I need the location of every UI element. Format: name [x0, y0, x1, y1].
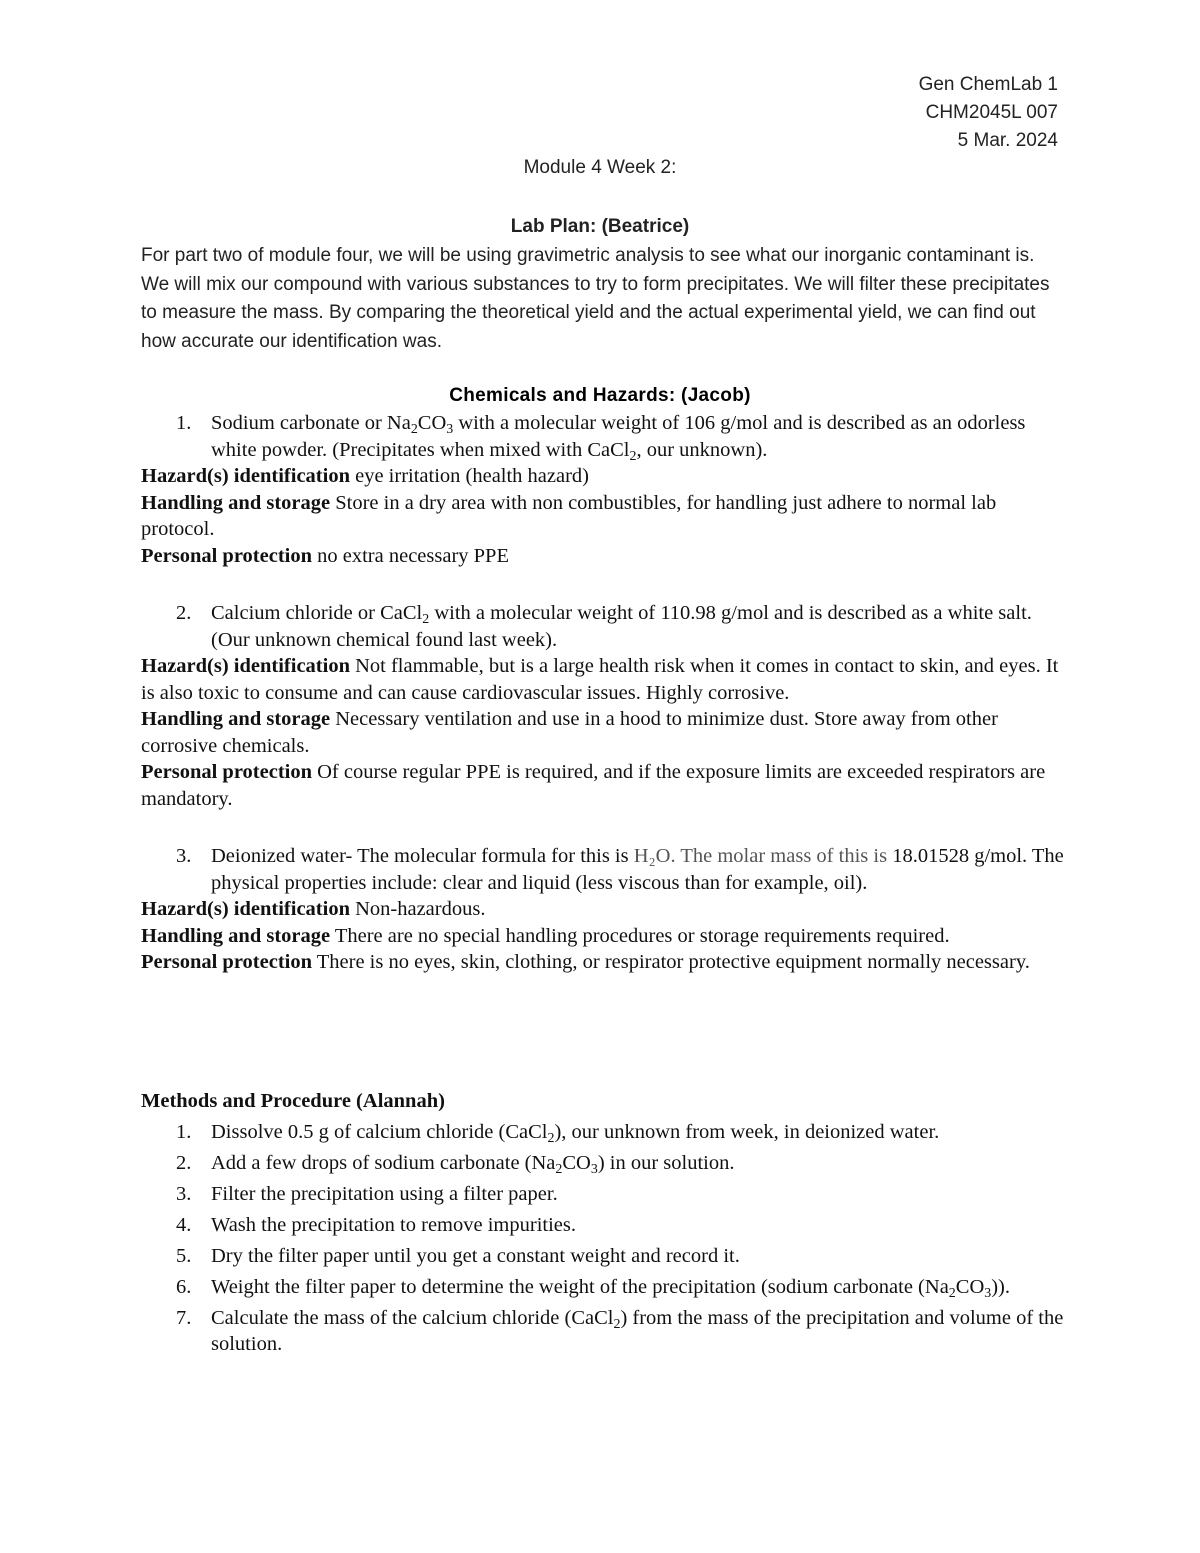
method-step	[141, 1181, 1071, 1208]
list-number: 2.	[176, 1151, 192, 1174]
list-number: 6.	[176, 1275, 192, 1298]
desc-text: Sodium carbonate or Na	[211, 412, 411, 434]
step-text: Add a few drops of sodium carbonate (Na	[211, 1151, 556, 1174]
course-section: CHM2045L 007	[925, 102, 1058, 123]
handling-text: Store in a dry area with non combustibles, for handling just adhere to normal lab protocol.	[141, 491, 997, 540]
document-date: 5 Mar. 2024	[957, 130, 1058, 151]
step-text: Calculate the mass of the calcium chloride (CaCl	[211, 1306, 614, 1329]
protection-line	[141, 949, 1071, 976]
hazard-text: Non-hazardous.	[349, 898, 486, 920]
handling-label: Handling and storage	[141, 924, 331, 947]
subscript: 3	[984, 1285, 992, 1301]
chemical-description	[141, 843, 1071, 896]
hazard-text: Not flammable, but is a large health risk when it comes in contact to skin, and eyes. It is also toxic to consume and can cause cardiovascular issues. Highly corrosive.	[141, 655, 1059, 704]
chemical-entry-deionized-water	[141, 843, 1071, 976]
hazard-label: Hazard(s) identification	[141, 898, 350, 920]
course-name: Gen ChemLab 1	[918, 74, 1058, 95]
protection-line	[141, 543, 1071, 570]
step-text: Dry the filter paper until you get a constant weight and record it.	[211, 1244, 740, 1267]
list-number: 3.	[176, 1182, 192, 1205]
list-number: 7.	[176, 1306, 192, 1329]
document-header	[919, 71, 1058, 155]
hazard-label: Hazard(s) identification	[141, 655, 350, 677]
step-text: CO	[955, 1275, 985, 1298]
hazard-text: eye irritation (health hazard)	[349, 465, 590, 487]
step-text: Weight the filter paper to determine the weight of the precipitation (sodium carbonate (Na	[211, 1275, 949, 1298]
step-text: )).	[991, 1275, 1010, 1298]
step-text: Dissolve 0.5 g of calcium chloride (CaCl	[211, 1120, 548, 1143]
method-step	[141, 1119, 1071, 1146]
subscript: 2	[547, 1130, 555, 1146]
method-step	[141, 1150, 1071, 1177]
handling-line	[141, 490, 1071, 543]
desc-text: CO	[417, 412, 447, 434]
subscript: 2	[422, 611, 430, 627]
desc-text: 18.01528 g/mol. The physical properties include: clear and liquid (less viscous than for example, oil).	[211, 845, 1064, 894]
list-number: 4.	[176, 1213, 192, 1236]
list-number: 1.	[176, 412, 192, 434]
chemical-description	[141, 410, 1071, 463]
protection-label: Personal protection	[141, 951, 312, 973]
desc-text: , our unknown).	[636, 438, 768, 461]
formula-text: H₂O. The molar mass of this is	[633, 845, 888, 867]
step-text: ), our unknown from week, in deionized water.	[554, 1120, 940, 1143]
list-number: 1.	[176, 1120, 192, 1143]
methods-heading: Methods and Procedure (Alannah)	[141, 1090, 445, 1112]
handling-label: Handling and storage	[141, 708, 331, 730]
desc-text: Calcium chloride or CaCl	[211, 602, 423, 624]
list-number: 2.	[176, 602, 192, 624]
protection-label: Personal protection	[141, 544, 312, 567]
protection-text: There is no eyes, skin, clothing, or respirator protective equipment normally necessary.	[312, 951, 1030, 973]
method-step	[141, 1274, 1071, 1301]
handling-line	[141, 706, 1071, 759]
protection-line	[141, 759, 1071, 812]
hazard-line	[141, 896, 1071, 923]
hazard-label: Hazard(s) identification	[141, 465, 350, 487]
subscript: 2	[555, 1161, 563, 1177]
step-text: Wash the precipitation to remove impurities.	[211, 1213, 576, 1236]
hazard-line	[141, 653, 1071, 706]
step-text: Filter the precipitation using a filter paper.	[211, 1182, 558, 1205]
step-text: ) from the mass of the precipitation and volume of the solution.	[211, 1306, 1064, 1355]
subscript: 2	[613, 1316, 621, 1332]
lab-plan-body: For part two of module four, we will be using gravimetric analysis to see what our inorganic contaminant is. We will mix our compound with various substances to try to form precipitates. We will filter these precipitates to measure the mass. By comparing the theoretical yield and the actual experimental yield, we can find out how accurate our identification was.	[141, 245, 1050, 352]
step-text: CO	[562, 1151, 591, 1174]
chemicals-heading: Chemicals and Hazards: (Jacob)	[449, 385, 751, 406]
chemical-description	[141, 600, 1071, 653]
subscript: 3	[446, 421, 454, 437]
list-number: 5.	[176, 1244, 192, 1267]
protection-label: Personal protection	[141, 761, 312, 783]
method-step	[141, 1243, 1071, 1270]
desc-text: with a molecular weight of 110.98 g/mol and is described as a white salt. (Our unknown chemical found last week).	[211, 602, 1032, 651]
subscript: 3	[590, 1161, 598, 1177]
handling-line	[141, 923, 1071, 950]
handling-text: Necessary ventilation and use in a hood to minimize dust. Store away from other corrosive chemicals.	[141, 708, 998, 757]
chemical-entry-sodium-carbonate	[141, 410, 1071, 569]
protection-text: no extra necessary PPE	[312, 544, 509, 567]
list-number: 3.	[176, 845, 192, 867]
handling-text: There are no special handling procedures or storage requirements required.	[330, 924, 950, 947]
desc-text: with a molecular weight of 106 g/mol and is described as an odorless white powder. (Precipitates when mixed with CaCl	[211, 412, 1026, 461]
chemical-entry-calcium-chloride	[141, 600, 1071, 812]
subscript: 2	[948, 1285, 956, 1301]
method-step	[141, 1305, 1071, 1358]
subscript: 2	[410, 421, 418, 437]
protection-text: Of course regular PPE is required, and if the exposure limits are exceeded respirators are mandatory.	[141, 761, 1046, 810]
step-text: ) in our solution.	[597, 1151, 735, 1174]
module-title: Module 4 Week 2:	[523, 157, 677, 178]
subscript: 2	[629, 448, 637, 464]
desc-text: Deionized water- The molecular formula for this is	[211, 845, 634, 867]
methods-section	[141, 1088, 1071, 1362]
hazard-line	[141, 463, 1071, 490]
handling-label: Handling and storage	[141, 491, 331, 514]
lab-plan-heading: Lab Plan: (Beatrice)	[510, 216, 690, 237]
method-step	[141, 1212, 1071, 1239]
